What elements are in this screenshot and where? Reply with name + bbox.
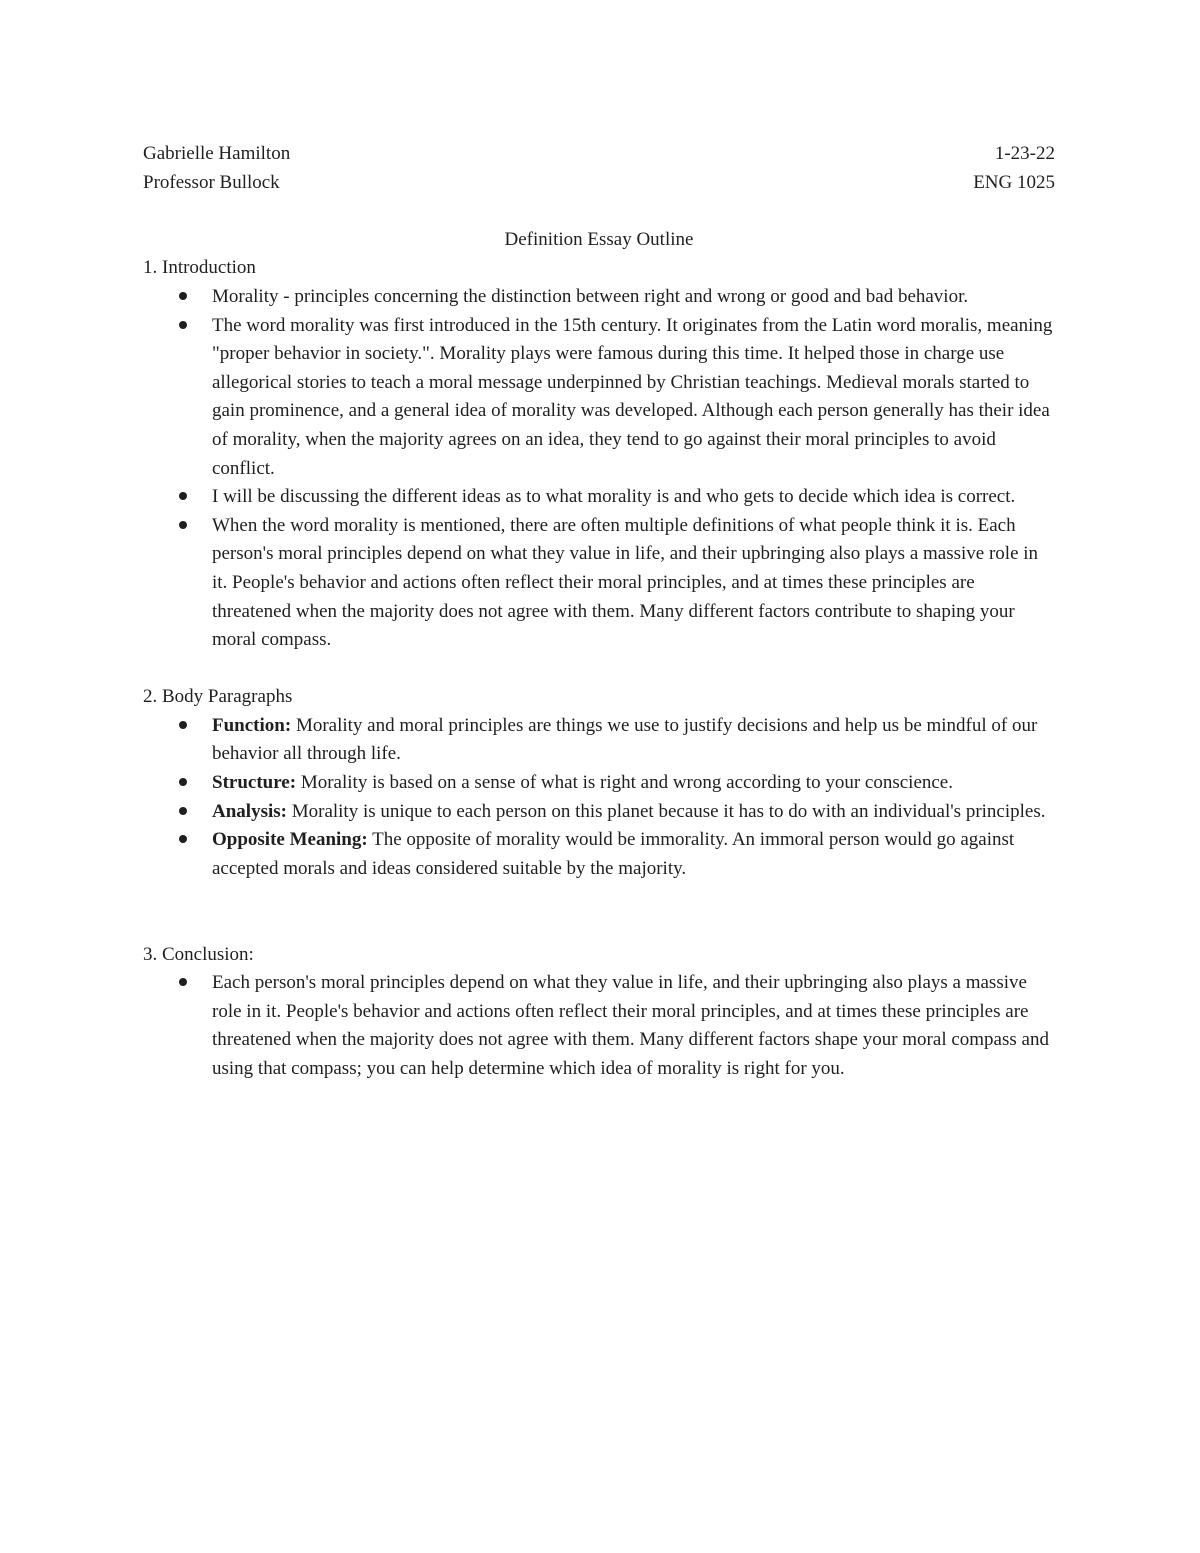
section-heading-conclusion: 3. Conclusion: (143, 943, 254, 965)
bullet-icon (179, 521, 187, 529)
list-item (212, 283, 1055, 312)
item-label: Function: (212, 714, 292, 736)
list-item (212, 969, 1055, 1083)
conclusion-list (143, 969, 1055, 1083)
body-list (143, 712, 1055, 884)
bullet-icon (179, 321, 187, 329)
author-name: Gabrielle Hamilton (143, 143, 291, 164)
document-page (143, 140, 1055, 1084)
spacer (143, 883, 1055, 940)
list-item-text: I will be discussing the different ideas as to what morality is and who gets to decide which idea is correct. (212, 486, 1016, 508)
item-label: Structure: (212, 772, 297, 794)
bullet-icon (179, 835, 187, 843)
professor-name: Professor Bullock (143, 171, 280, 193)
list-item (212, 312, 1055, 484)
list-item (212, 769, 1055, 798)
list-item-text: Morality is unique to each person on this planet because it has to do with an individual's principles. (286, 800, 1046, 822)
list-item-text: Morality - principles concerning the distinction between right and wrong or good and bad behavior. (212, 285, 969, 307)
list-item-text: The word morality was first introduced in the 15th century. It originates from the Latin word moralis, meaning "proper behavior in society.". Morality plays were famous during this time. It helped those in charge use allegorical stories to teach a moral message underpinned by Christian teachings. Medieval morals started to gain prominence, and a general idea of morality was developed. Although each person generally has their idea of morality, when the majority agrees on an idea, they tend to go against their moral principles to avoid conflict. (212, 314, 1053, 479)
section-heading-introduction: 1. Introduction (143, 257, 256, 279)
bullet-icon (179, 807, 187, 815)
list-item (212, 483, 1055, 512)
bullet-icon (179, 292, 187, 300)
list-item (212, 512, 1055, 655)
list-item-text: Each person's moral principles depend on what they value in life, and their upbringing also plays a massive role in it. People's behavior and actions often reflect their moral principles, and at times these principles are threatened when the majority does not agree with them. Many different factors shape your moral compass and using that compass; you can help determine which idea of morality is right for you. (212, 972, 1049, 1079)
bullet-icon (179, 721, 187, 729)
list-item-text: Morality is based on a sense of what is right and wrong according to your conscience. (296, 772, 953, 794)
document-date: 1-23-22 (994, 143, 1055, 164)
list-item-text: Morality and moral principles are things we use to justify decisions and help us be mindful of our behavior all through life. (212, 714, 1038, 765)
document-title: Definition Essay Outline (504, 228, 694, 250)
introduction-list (143, 283, 1055, 655)
header-row-1 (143, 140, 1055, 169)
bullet-icon (179, 778, 187, 786)
bullet-icon (179, 492, 187, 500)
list-item (212, 712, 1055, 769)
header-row-2 (143, 169, 1055, 198)
section-heading-body: 2. Body Paragraphs (143, 686, 293, 708)
list-item-text: When the word morality is mentioned, there are often multiple definitions of what people think it is. Each person's moral principles depend on what they value in life, and their upbringing also plays a massive role in it. People's behavior and actions often reflect their moral principles, and at times these principles are threatened when the majority does not agree with them. Many different factors contribute to shaping your moral compass. (212, 514, 1039, 651)
spacer (143, 655, 1055, 684)
bullet-icon (179, 978, 187, 986)
list-item (212, 798, 1055, 827)
course-code: ENG 1025 (973, 171, 1055, 193)
item-label: Analysis: (212, 800, 287, 822)
item-label: Opposite Meaning: (212, 829, 368, 851)
list-item-text: The opposite of morality would be immorality. An immoral person would go against accepted morals and ideas considered suitable by the majority. (212, 829, 1015, 879)
list-item (212, 826, 1055, 883)
